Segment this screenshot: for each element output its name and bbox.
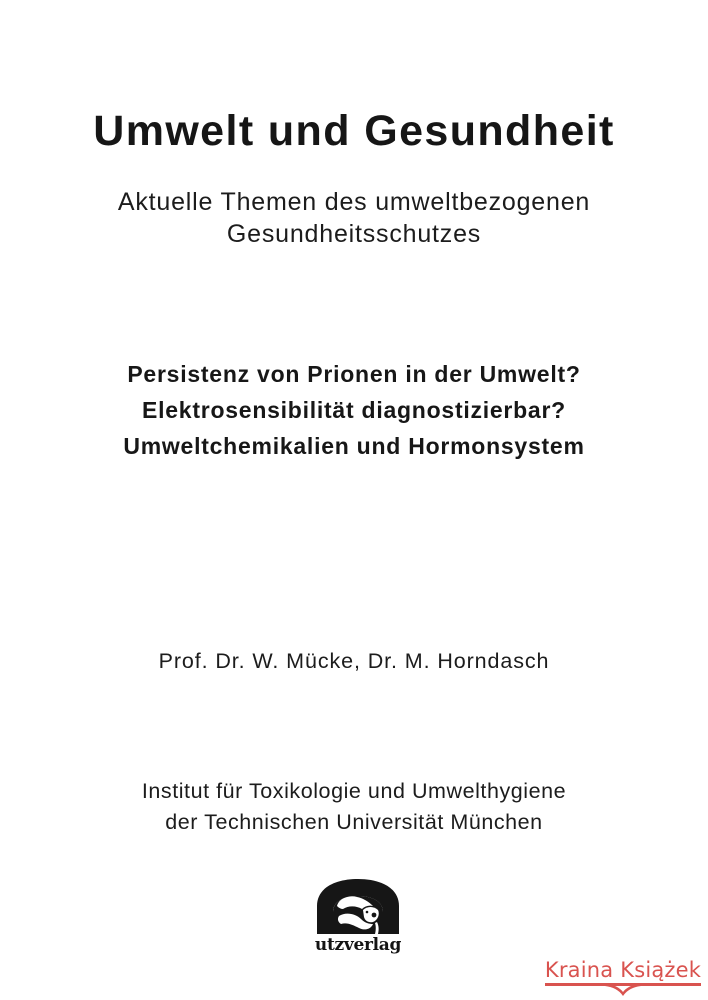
topic-line: Persistenz von Prionen in der Umwelt? [127,361,581,387]
institute-line: der Technischen Universität München [165,810,543,834]
authors: Prof. Dr. W. Mücke, Dr. M. Horndasch [158,649,550,673]
topics-list [0,356,708,464]
institute [0,776,708,838]
badger-arch-logo-icon [311,876,405,936]
open-book-underline-icon [543,981,703,997]
topic-line: Umweltchemikalien und Hormonsystem [123,433,585,459]
book-title: Umwelt und Gesundheit [93,107,615,155]
book-subtitle [0,186,708,250]
watermark [543,957,703,997]
subtitle-line: Aktuelle Themen des umweltbezogenen [117,188,591,216]
subtitle-line: Gesundheitsschutzes [226,220,482,248]
topic-line: Elektrosensibilität diagnostizierbar? [142,397,566,423]
publisher-name: utzverlag [314,935,402,955]
watermark-text: Kraina Książek [544,958,702,982]
institute-line: Institut für Toxikologie und Umwelthygiene [141,779,567,803]
publisher-logo [311,876,405,960]
